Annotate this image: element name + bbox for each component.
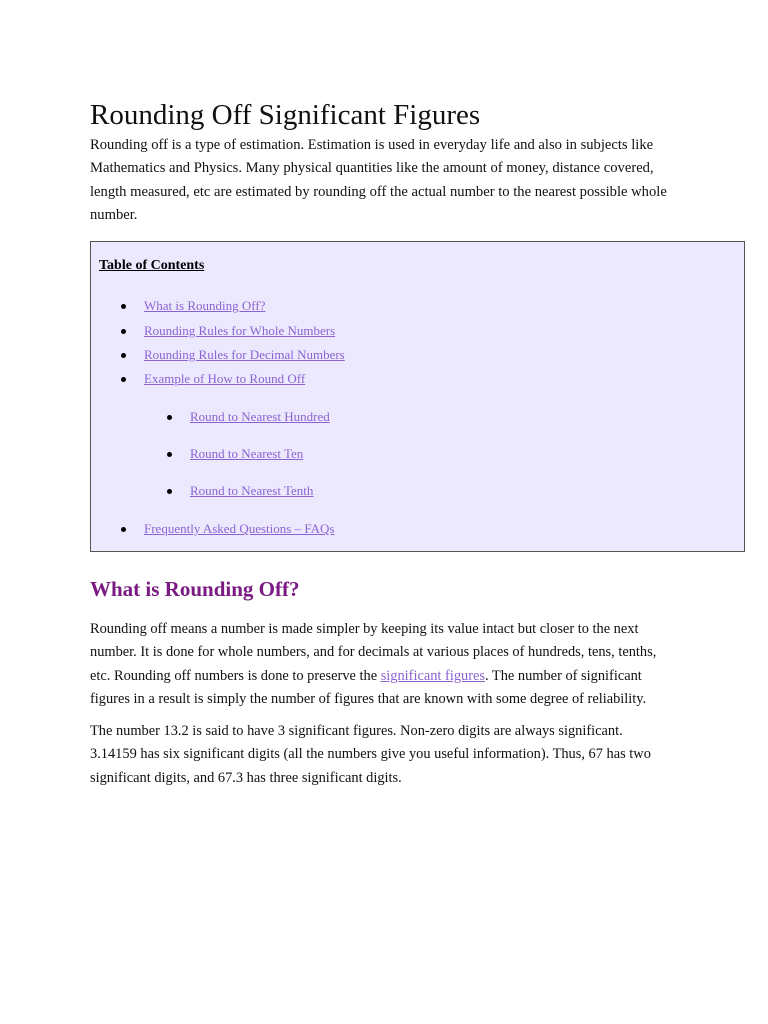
bullet-icon [121,527,126,532]
paragraph-text: . The number of significant figures in a result is simply the number of figures that are known with some degree of reliability. [90,667,647,707]
bullet-icon [121,329,126,334]
toc-subitem-nearest-hundred [167,409,330,425]
intro-paragraph: Rounding off is a type of estimation. Estimation is used in everyday life and also in subjects like Mathematics and Physics. Many physical quantities like the amount of money, distance covered, length measured, etc are estimated by rounding off the actual number to the nearest possible whole number. [90,137,667,223]
section-heading: What is Rounding Off? [90,577,300,601]
toc-link-nearest-tenth[interactable]: Round to Nearest Tenth [190,483,314,498]
paragraph-text: Rounding off means a number is made simpler by keeping its value intact but closer to the next number. It is done for whole numbers, and for decimals at various places of hundreds, tens, tenths, etc. Rounding off numbers is done to preserve the [90,621,657,684]
toc-item-what-is-rounding-off [121,298,265,314]
bullet-icon [167,452,172,457]
toc-item-whole-numbers [121,323,335,339]
table-of-contents [90,241,745,552]
toc-title: Table of Contents [99,258,205,273]
toc-link-nearest-ten[interactable]: Round to Nearest Ten [190,446,304,461]
toc-item-example [121,371,305,387]
bullet-icon [167,489,172,494]
toc-link-whole-numbers[interactable]: Rounding Rules for Whole Numbers [144,323,336,338]
toc-link-decimal-numbers[interactable]: Rounding Rules for Decimal Numbers [144,347,345,362]
toc-link-example[interactable]: Example of How to Round Off [144,371,306,386]
bullet-icon [167,415,172,420]
bullet-icon [121,353,126,358]
toc-item-decimal-numbers [121,347,345,363]
toc-link-what-is-rounding-off[interactable]: What is Rounding Off? [144,298,266,313]
toc-subitem-nearest-tenth [167,483,313,499]
toc-link-faqs[interactable]: Frequently Asked Questions – FAQs [144,521,335,536]
bullet-icon [121,304,126,309]
toc-item-faqs [121,521,334,537]
section-paragraph-1 [90,618,670,711]
significant-figures-link[interactable]: significant figures [380,667,485,684]
section-paragraph-2: The number 13.2 is said to have 3 significant figures. Non-zero digits are always significant. 3.14159 has six significant digits (all the numbers give you useful information). Thus, 67 has two significant digits, and 67.3 has three significant digits. [90,723,651,786]
page-title: Rounding Off Significant Figures [90,99,481,131]
article-header [90,96,690,227]
toc-link-nearest-hundred[interactable]: Round to Nearest Hundred [190,409,330,424]
bullet-icon [121,377,126,382]
toc-subitem-nearest-ten [167,446,303,462]
section-body [90,618,670,790]
